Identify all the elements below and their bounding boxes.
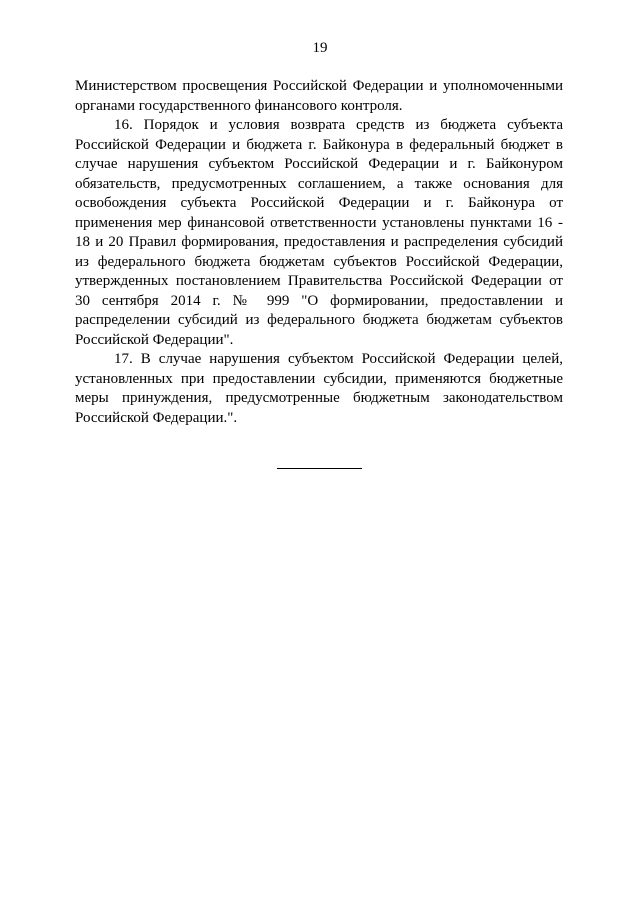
paragraph-item-17: 17. В случае нарушения субъектом Российской Федерации целей, установленных при предоставлении субсидии, применяются бюджетные меры принуждения, предусмотренные бюджетным законодательством Российской Федерации.".	[75, 351, 563, 426]
page-number: 19	[312, 40, 328, 56]
paragraph-continuation: Министерством просвещения Российской Федерации и уполномоченными органами государственного финансового контроля.	[75, 78, 563, 114]
paragraph-item-16: 16. Порядок и условия возврата средств из бюджета субъекта Российской Федерации и бюджета г. Байконура в федеральный бюджет в случае нарушения субъектом Российской Федерации и г. Байконуром обязательств, предусмотренных соглашением, а также основания для освобождения субъекта Российской Федерации и г. Байконура от применения мер финансовой ответственности установлены пунктами 16 - 18 и 20 Правил формирования, предоставления и распределения субсидий из федерального бюджета бюджетам субъектов Российской Федерации, утвержденных постановлением Правительства Российской Федерации от 30 сентября 2014 г. № 999 "О формировании, предоставлении и распределении субсидий из федерального бюджета бюджетам субъектов Российской Федерации".	[75, 117, 563, 348]
end-divider-line	[277, 468, 362, 469]
document-body	[75, 77, 563, 428]
